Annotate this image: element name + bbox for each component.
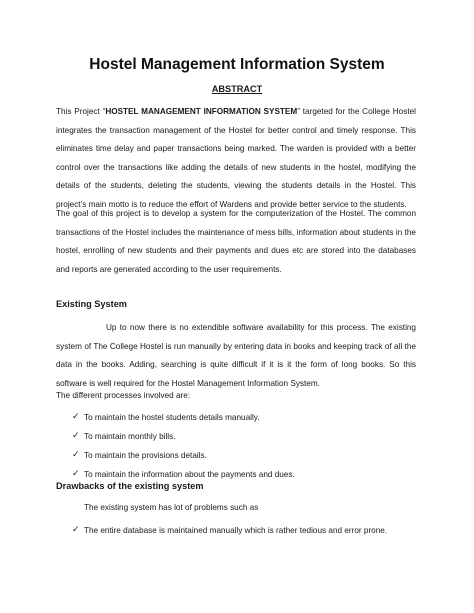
abstract-paragraph-1 — [56, 103, 416, 215]
problems-intro: The existing system has lot of problems such as — [84, 503, 259, 512]
processes-intro: The different processes involved are: — [56, 391, 191, 400]
list-item-text: To maintain monthly bills. — [84, 432, 176, 441]
existing-system-heading: Existing System — [56, 299, 127, 309]
checkmark-icon: ✓ — [72, 525, 80, 535]
document-title: Hostel Management Information System — [89, 56, 385, 73]
abstract-p1-prefix: This Project “ — [56, 107, 106, 116]
abstract-heading: ABSTRACT — [211, 84, 263, 94]
checkmark-icon: ✓ — [72, 431, 80, 441]
drawbacks-heading: Drawbacks of the existing system — [56, 481, 204, 491]
checkmark-icon: ✓ — [72, 412, 80, 422]
list-item-text: The entire database is maintained manually which is rather tedious and error prone. — [84, 526, 388, 535]
list-item-text: To maintain the information about the payments and dues. — [84, 470, 295, 479]
abstract-paragraph-2: The goal of this project is to develop a system for the computerization of the Hostel. The common transactions of the Hostel includes the maintenance of mess bills, information about students in the hostel, enrolling of new students and their payments and dues etc are stored into the databases and reports are generated according to the user requirements. — [56, 209, 416, 274]
list-item-text: To maintain the hostel students details manually. — [84, 413, 260, 422]
abstract-p1-suffix: ” targeted for the College Hostel integrates the transaction management of the Hostel for better control and timely response. This eliminates time delay and paper transactions being marked. The warden is provided with a better control over the transactions like adding the details of new students in the hostel, modifying the details of the students, deleting the students, viewing the students details in the Hostel. This project’s main motto is to reduce the effort of Wardens and provide better service to the students. — [56, 107, 416, 209]
existing-system-paragraph: Up to now there is no extendible software availability for this process. The existing system of The College Hostel is run manually by entering data in books and keeping track of all the data in the books. Adding, searching is quite difficult if it is it the form of long books. So this software is well required for the Hostel Management Information System. — [56, 323, 416, 388]
checkmark-icon: ✓ — [72, 450, 80, 460]
list-item-text: To maintain the provisions details. — [84, 451, 207, 460]
project-name: HOSTEL MANAGEMENT INFORMATION SYSTEM — [105, 107, 298, 116]
checkmark-icon: ✓ — [72, 469, 80, 479]
